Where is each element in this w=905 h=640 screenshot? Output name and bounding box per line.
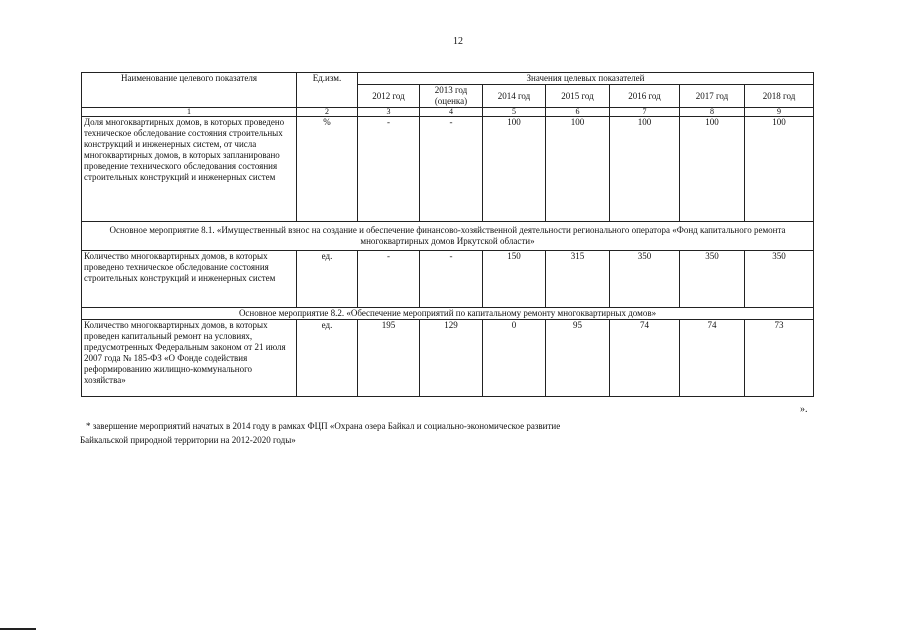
indicator-value: 95 (546, 320, 610, 397)
indicator-value: 195 (358, 320, 420, 397)
indicator-value: 350 (680, 251, 745, 308)
page-number: 12 (453, 36, 463, 47)
indicator-unit: % (297, 117, 358, 222)
section-row (82, 222, 814, 251)
indicator-value: - (420, 117, 483, 222)
closing-quote: ». (800, 404, 808, 415)
column-numbers-row (82, 108, 814, 117)
indicator-value: 100 (610, 117, 680, 222)
table-row (82, 251, 814, 308)
header-unit: Ед.изм. (297, 73, 358, 108)
indicator-value: 0 (483, 320, 546, 397)
header-values-group: Значения целевых показателей (358, 73, 814, 85)
header-year: 2015 год (546, 85, 610, 108)
indicator-value: 74 (680, 320, 745, 397)
indicator-value: 129 (420, 320, 483, 397)
column-number: 2 (297, 108, 358, 117)
indicator-value: 150 (483, 251, 546, 308)
indicator-value: 100 (745, 117, 814, 222)
table-row (82, 117, 814, 222)
indicator-value: 315 (546, 251, 610, 308)
indicator-value: 100 (546, 117, 610, 222)
header-year: 2018 год (745, 85, 814, 108)
table-row (82, 320, 814, 397)
indicator-name: Доля многоквартирных домов, в которых проведено техническое обследование состояния строительных конструкций и инженерных систем, от числа многоквартирных домов, в которых запланировано проведение технического обследования состояния строительных конструкций и инженерных систем (82, 117, 297, 222)
section-title: Основное мероприятие 8.2. «Обеспечение мероприятий по капитальному ремонту многоквартирных домов» (82, 308, 814, 320)
indicator-name: Количество многоквартирных домов, в которых проведено техническое обследование состояния строительных конструкций и инженерных систем (82, 251, 297, 308)
section-title: Основное мероприятие 8.1. «Имущественный взнос на создание и обеспечение финансово-хозяйственной деятельности регионального оператора «Фонд капитального ремонта многоквартирных домов Иркутской области» (82, 222, 814, 251)
footnote (80, 419, 640, 447)
indicator-value: 73 (745, 320, 814, 397)
indicator-value: - (420, 251, 483, 308)
header-year: 2012 год (358, 85, 420, 108)
header-row-top (82, 73, 814, 85)
column-number: 9 (745, 108, 814, 117)
header-year: 2013 год (оценка) (420, 85, 483, 108)
scan-edge-mark (0, 628, 36, 630)
indicator-value: 74 (610, 320, 680, 397)
column-number: 3 (358, 108, 420, 117)
indicator-value: 350 (745, 251, 814, 308)
indicator-unit: ед. (297, 320, 358, 397)
indicator-unit: ед. (297, 251, 358, 308)
column-number: 7 (610, 108, 680, 117)
indicator-value: - (358, 251, 420, 308)
header-year: 2016 год (610, 85, 680, 108)
section-row (82, 308, 814, 320)
column-number: 1 (82, 108, 297, 117)
column-number: 4 (420, 108, 483, 117)
indicator-value: 100 (680, 117, 745, 222)
indicator-value: 350 (610, 251, 680, 308)
indicators-table (81, 72, 814, 397)
header-year: 2017 год (680, 85, 745, 108)
indicator-value: 100 (483, 117, 546, 222)
header-year: 2014 год (483, 85, 546, 108)
column-number: 6 (546, 108, 610, 117)
column-number: 5 (483, 108, 546, 117)
column-number: 8 (680, 108, 745, 117)
footnote-line: * завершение мероприятий начатых в 2014 году в рамках ФЦП «Охрана озера Байкал и социально-экономическое развитие (86, 421, 561, 431)
header-indicator-name: Наименование целевого показателя (82, 73, 297, 108)
footnote-line: Байкальской природной территории на 2012-2020 годы» (80, 435, 296, 445)
indicator-name: Количество многоквартирных домов, в которых проведен капитальный ремонт на условиях, предусмотренных Федеральным законом от 21 июля 2007 года № 185-ФЗ «О Фонде содействия реформированию жилищно-коммунального хозяйства» (82, 320, 297, 397)
indicator-value: - (358, 117, 420, 222)
